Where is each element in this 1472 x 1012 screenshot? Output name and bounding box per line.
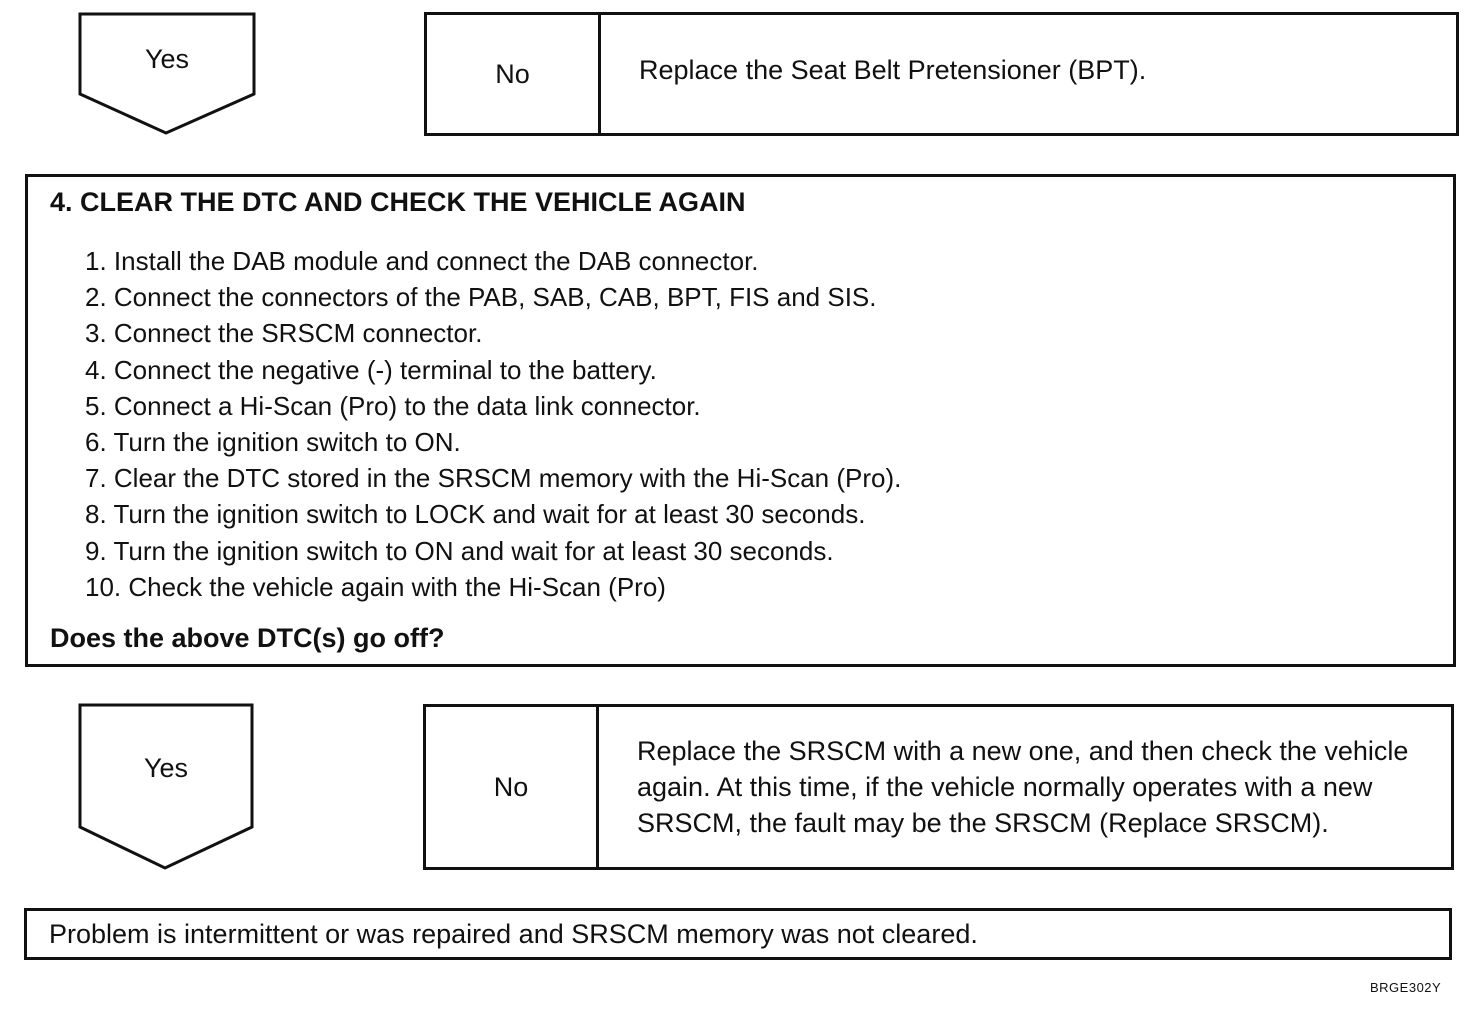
no-label: No <box>426 707 599 867</box>
step-title: 4. CLEAR THE DTC AND CHECK THE VEHICLE AGAIN <box>50 187 746 217</box>
yes-arrow-shape <box>78 703 254 871</box>
step-item: 2. Connect the connectors of the PAB, SAB, CAB, BPT, FIS and SIS. <box>85 282 877 313</box>
yes-arrow-1 <box>78 12 256 136</box>
no-box-1 <box>424 12 1459 136</box>
step-question: Does the above DTC(s) go off? <box>50 623 445 653</box>
step-item: 8. Turn the ignition switch to LOCK and wait for at least 30 seconds. <box>85 499 866 530</box>
no-action-text: Replace the Seat Belt Pretensioner (BPT). <box>639 55 1147 85</box>
figure-ref-code: BRGE302Y <box>1370 980 1442 995</box>
yes-arrow-2 <box>78 703 254 871</box>
result-box: Problem is intermittent or was repaired and SRSCM memory was not cleared. <box>24 908 1452 960</box>
no-action-text: Replace the SRSCM with a new one, and then check the vehicle again. At this time, if the vehicle normally operates with a new SRSCM, the fault may be the SRSCM (Replace SRSCM). <box>637 736 1409 838</box>
yes-label: Yes <box>143 753 189 783</box>
no-label: No <box>427 15 601 133</box>
step-item: 5. Connect a Hi-Scan (Pro) to the data link connector. <box>85 390 701 421</box>
step-list <box>85 243 901 605</box>
step-4-box <box>25 174 1456 667</box>
step-item: 4. Connect the negative (-) terminal to the battery. <box>85 354 657 385</box>
step-item: 6. Turn the ignition switch to ON. <box>85 427 461 458</box>
step-item: 1. Install the DAB module and connect the DAB connector. <box>85 246 759 276</box>
step-item: 7. Clear the DTC stored in the SRSCM memory with the Hi-Scan (Pro). <box>85 463 902 494</box>
step-item: 3. Connect the SRSCM connector. <box>85 318 483 349</box>
yes-label: Yes <box>144 44 190 74</box>
step-item: 9. Turn the ignition switch to ON and wait for at least 30 seconds. <box>85 535 834 566</box>
step-item: 10. Check the vehicle again with the Hi-Scan (Pro) <box>85 571 666 602</box>
no-box-2 <box>423 704 1454 870</box>
